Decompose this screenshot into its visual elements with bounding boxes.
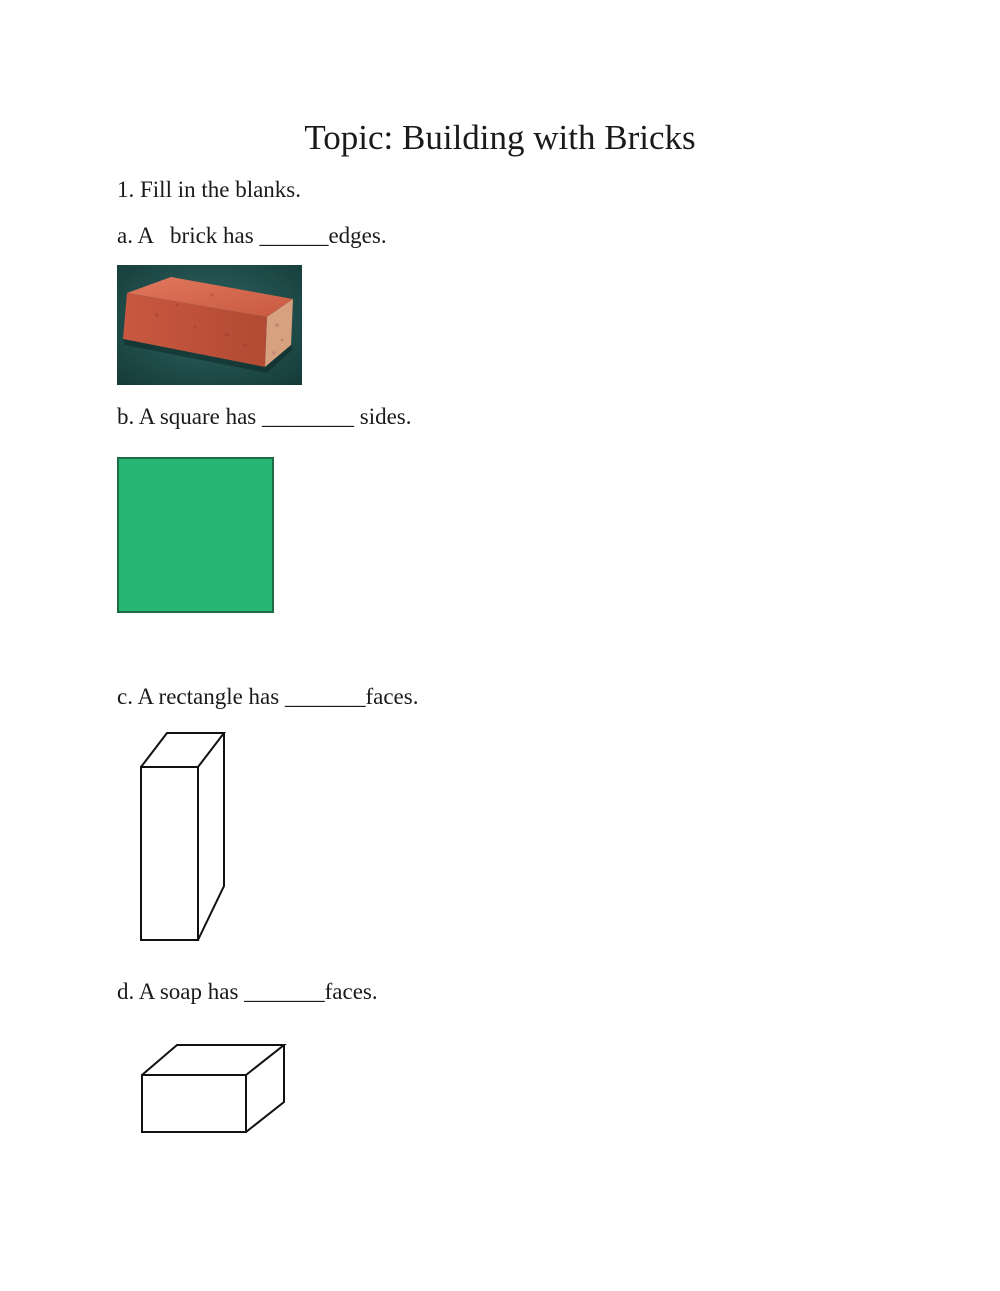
tall-prism-side-face <box>198 733 224 940</box>
soap-prism-top-face <box>142 1045 284 1075</box>
page-title: Topic: Building with Bricks <box>304 118 696 157</box>
tall-rectangular-prism <box>136 728 232 946</box>
tall-prism-top-face <box>141 733 224 767</box>
question-c-text: c. A rectangle has _______faces. <box>117 684 419 709</box>
soap-prism-side-face <box>246 1045 284 1132</box>
tall-prism-front-face <box>141 767 198 940</box>
soap-prism-front-face <box>142 1075 246 1132</box>
question-d-text: d. A soap has _______faces. <box>117 979 378 1004</box>
question-a-text: a. A brick has ______edges. <box>117 223 387 248</box>
flat-rectangular-prism <box>137 1040 291 1138</box>
instruction-text: 1. Fill in the blanks. <box>117 177 301 202</box>
green-square-fill <box>118 458 273 612</box>
question-b-text: b. A square has ________ sides. <box>117 404 412 429</box>
brick-photo <box>117 265 302 385</box>
green-square <box>117 457 274 613</box>
